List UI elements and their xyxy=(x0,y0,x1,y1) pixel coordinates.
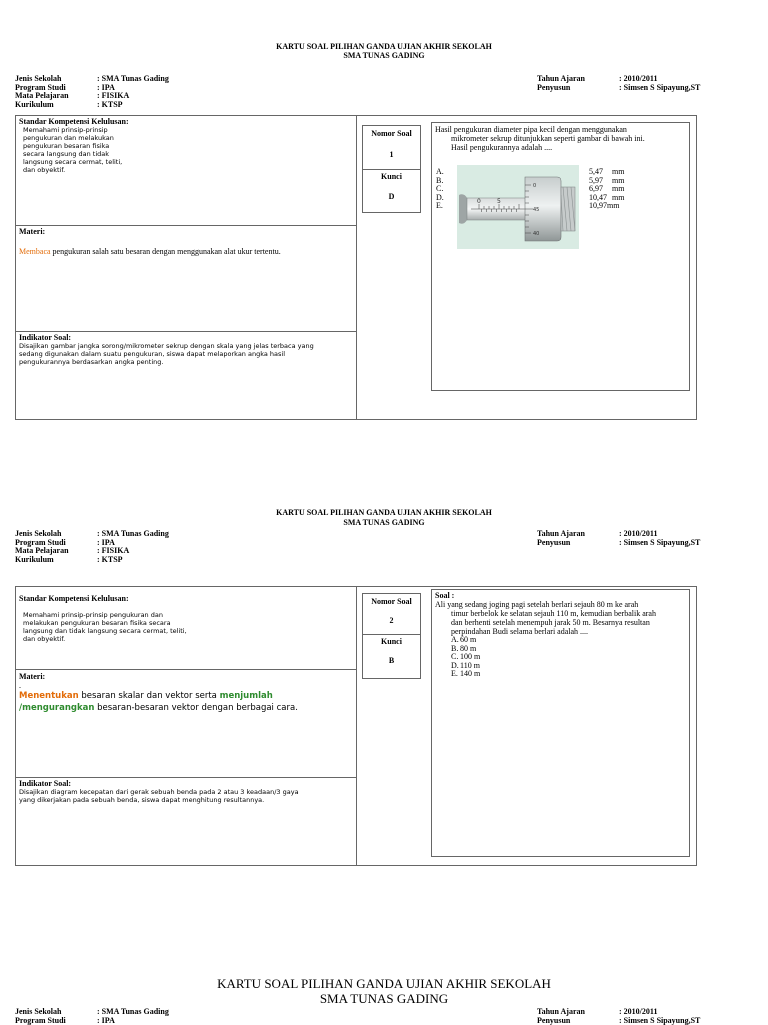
soal-line: Ali yang sedang joging pagi setelah berlari sejauh 80 m ke arah xyxy=(435,600,639,609)
nomor-label: Nomor Soal xyxy=(371,129,412,138)
soal-line: Hasil pengukuran diameter pipa kecil dengan menggunakan xyxy=(435,125,627,134)
card2-materi: Materi: . Menentukan besaran skalar dan vektor serta menjumlah /mengurangkan besaran-besaran vektor dengan berbagai cara. xyxy=(19,672,353,714)
materi-highlight-3: /mengurangkan xyxy=(19,703,95,713)
micrometer-image xyxy=(457,165,579,249)
indikator-label: Indikator Soal: xyxy=(19,779,72,788)
materi-label: Materi: xyxy=(19,227,46,236)
card2-title: KARTU SOAL PILIHAN GANDA UJIAN AKHIR SEKOLAH xyxy=(276,508,492,517)
card1-meta-left: Jenis Sekolah : SMA Tunas Gading Program Studi : IPA Mata Pelajaran : FISIKA Kurikulum : KTSP xyxy=(15,74,169,109)
svg-text:40: 40 xyxy=(533,231,540,237)
option-list: A.60 m B. 80 m C. 100 m D.110 m E. 140 m xyxy=(451,635,481,679)
card2-nomor-kunci xyxy=(362,593,421,679)
nomor-value: 2 xyxy=(389,616,394,625)
card1-indikator: Indikator Soal: Disajikan gambar jangka sorong/mikrometer sekrup dengan skala yang jelas terbaca yang sedang digunakan dalam suatu pengukuran, siswa dapat melaporkan angka hasil pengukurannya berdasarkan angka penting. xyxy=(19,333,353,366)
card2-meta-left: Jenis Sekolah : SMA Tunas Gading Program Studi : IPA Mata Pelajaran : FISIKA Kurikulum : KTSP xyxy=(15,529,169,564)
kunci-label: Kunci xyxy=(381,637,402,646)
svg-text:45: 45 xyxy=(533,207,540,213)
card1-soal-box xyxy=(431,122,690,391)
option-keys: A. B. C. D. E. xyxy=(436,167,444,211)
card3-meta-left: Jenis Sekolah : SMA Tunas Gading Program Studi : IPA xyxy=(15,1007,169,1025)
soal-line: mikrometer sekrup ditunjukkan seperti gambar di bawah ini. xyxy=(451,134,645,143)
card1-nomor-kunci xyxy=(362,125,421,213)
card2-soal-box xyxy=(431,589,690,857)
svg-text:0: 0 xyxy=(477,198,481,205)
soal-line: Hasil pengukurannya adalah .... xyxy=(451,143,553,152)
soal-line: dan berhenti setelah menempuh jarak 50 m. Besarnya resultan xyxy=(451,618,650,627)
materi-text: pengukuran salah satu besaran dengan menggunakan alat ukur tertentu. xyxy=(50,247,281,256)
option-values: 5,47 mm 5,97 mm 6,97 mm 10,47 mm 10,97mm xyxy=(589,167,625,211)
card2-skl: Standar Kompetensi Kelulusan: Memahami prinsip-prinsip pengukuran dan melakukan pengukuran besaran fisika secara langsung dan tidak langsung secara cermat, teliti, dan obyektif. xyxy=(19,594,349,643)
skl-label: Standar Kompetensi Kelulusan: xyxy=(19,594,129,603)
kunci-value: B xyxy=(388,656,395,665)
card2-indikator: Indikator Soal: Disajikan diagram kecepatan dari gerak sebuah benda pada 2 atau 3 keadaan/3 gaya yang dikerjakan pada sebuah benda, siswa dapat menghitung resultannya. xyxy=(19,779,353,804)
card2-meta-right: Tahun Ajaran : 2010/2011 Penyusun : Simsen S Sipayung,ST xyxy=(537,529,701,547)
card2-subtitle: SMA TUNAS GADING xyxy=(343,518,425,527)
materi-label: Materi: xyxy=(19,672,46,681)
card3-meta-right: Tahun Ajaran : 2010/2011 Penyusun : Simsen S Sipayung,ST xyxy=(537,1007,701,1025)
soal-label: Soal : xyxy=(435,591,455,600)
card1-title: KARTU SOAL PILIHAN GANDA UJIAN AKHIR SEKOLAH xyxy=(276,42,492,51)
card1-materi xyxy=(19,227,353,256)
skl-label: Standar Kompetensi Kelulusan: xyxy=(19,117,129,126)
soal-line: timur berbelok ke selatan sejauh 110 m, kemudian berbalik arah xyxy=(451,609,656,618)
nomor-label: Nomor Soal xyxy=(371,597,412,606)
kunci-value: D xyxy=(388,192,395,201)
svg-text:0: 0 xyxy=(533,183,537,189)
materi-highlight-2: menjumlah xyxy=(219,691,273,701)
soal-line: perpindahan Budi selama berlari adalah .... xyxy=(451,627,589,636)
card3-title: KARTU SOAL PILIHAN GANDA UJIAN AKHIR SEKOLAH xyxy=(217,976,551,991)
card1-meta-right: Tahun Ajaran : 2010/2011 Penyusun : Simsen S Sipayung,ST xyxy=(537,74,701,92)
card1-subtitle: SMA TUNAS GADING xyxy=(343,51,425,60)
materi-highlight: Membaca xyxy=(19,247,51,256)
svg-text:5: 5 xyxy=(497,198,501,205)
kunci-label: Kunci xyxy=(381,172,402,181)
indikator-label: Indikator Soal: xyxy=(19,333,72,342)
card1-skl: Standar Kompetensi Kelulusan: Memahami prinsip-prinsip pengukuran dan melakukan pengukuran besaran fisika secara langsung dan tidak langsung secara cermat, teliti, dan obyektif. xyxy=(19,117,349,174)
nomor-value: 1 xyxy=(389,150,394,159)
materi-highlight: Menentukan xyxy=(19,691,79,701)
card3-subtitle: SMA TUNAS GADING xyxy=(319,991,449,1006)
